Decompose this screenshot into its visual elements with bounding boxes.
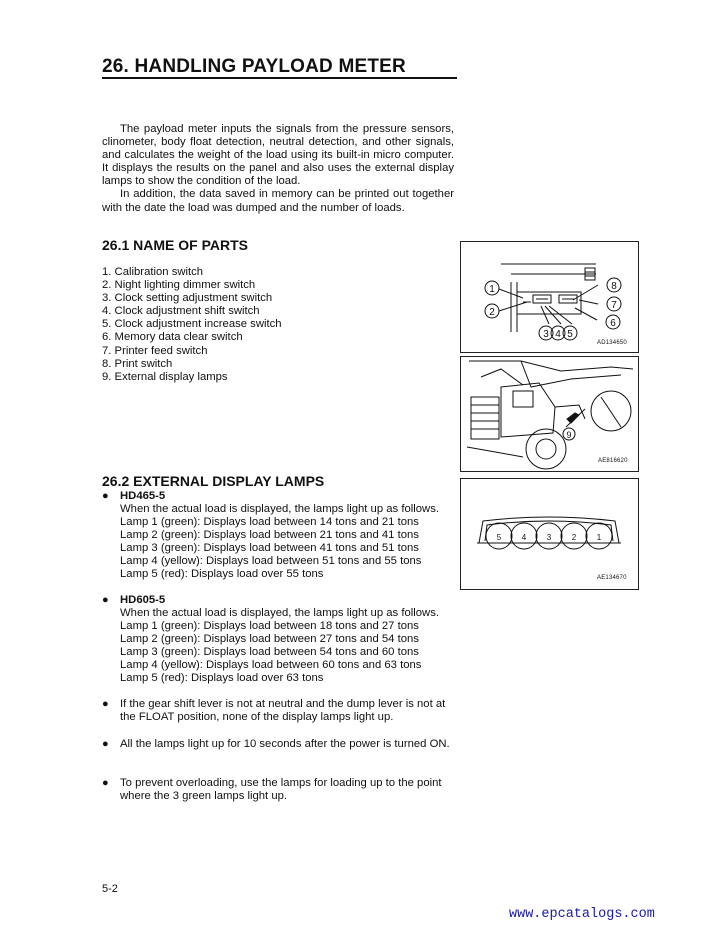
lamp-intro: When the actual load is displayed, the lamps light up as follows. xyxy=(120,607,439,619)
model-heading: HD605-5 xyxy=(120,594,166,606)
title-underline xyxy=(102,77,457,79)
truck-figure xyxy=(460,356,639,472)
parts-list-item: 6. Memory data clear switch xyxy=(102,331,243,344)
callout-label: 2 xyxy=(489,307,495,318)
lamp-label: 3 xyxy=(546,533,552,542)
figure-code: AE816620 xyxy=(598,458,628,464)
section-heading-name-of-parts: 26.1 NAME OF PARTS xyxy=(102,237,248,253)
callout-label: 4 xyxy=(555,329,561,340)
callout-label: 8 xyxy=(611,281,617,292)
note-text: To prevent overloading, use the lamps for loading up to the point where the 3 green lamps light up. xyxy=(120,777,442,802)
lamp-line: Lamp 1 (green): Displays load between 18 tons and 27 tons xyxy=(120,620,419,632)
panel-diagram xyxy=(461,242,638,352)
note-3 xyxy=(102,777,454,803)
note-2 xyxy=(102,738,454,751)
callout-label: 1 xyxy=(489,284,495,295)
lamps-figure xyxy=(460,478,639,590)
lamp-line: Lamp 3 (green): Displays load between 41 tons and 51 tons xyxy=(120,542,419,554)
note-1 xyxy=(102,698,454,724)
lamp-line: Lamp 5 (red): Displays load over 63 tons xyxy=(120,672,324,684)
parts-list-item: 4. Clock adjustment shift switch xyxy=(102,305,260,318)
lamp-label: 4 xyxy=(521,533,527,542)
lamp-line: Lamp 1 (green): Displays load between 14 tons and 21 tons xyxy=(120,516,419,528)
hd465-block xyxy=(102,490,454,581)
model-heading: HD465-5 xyxy=(120,490,166,502)
parts-list xyxy=(102,266,282,384)
callout-label: 9 xyxy=(566,430,572,440)
figure-code: AE134670 xyxy=(597,575,627,581)
page-number: 5-2 xyxy=(102,883,118,895)
lamp-intro: When the actual load is displayed, the lamps light up as follows. xyxy=(120,503,439,515)
note-text: All the lamps light up for 10 seconds after the power is turned ON. xyxy=(120,738,450,750)
lamp-line: Lamp 2 (green): Displays load between 21 tons and 41 tons xyxy=(120,529,419,541)
callout-label: 7 xyxy=(611,300,617,311)
parts-list-item: 9. External display lamps xyxy=(102,370,228,383)
lamp-line: Lamp 4 (yellow): Displays load between 51 tons and 55 tons xyxy=(120,555,422,567)
intro-paragraph-1: The payload meter inputs the signals from the pressure sensors, clinometer, body float detection, neutral detection, and other signals, and calculates the weight of the load using its built-in micro computer. It displays the results on the panel and also uses the external display lamps to show the condition of the load. xyxy=(102,123,454,188)
callout-label: 3 xyxy=(543,329,549,340)
callout-label: 6 xyxy=(610,318,616,329)
truck-diagram xyxy=(461,357,638,471)
note-text: If the gear shift lever is not at neutral and the dump lever is not at the FLOAT position, none of the display lamps light up. xyxy=(120,698,446,723)
callout-label: 5 xyxy=(567,329,573,340)
bullet-icon: ● xyxy=(102,490,109,502)
section-heading-external-display-lamps: 26.2 EXTERNAL DISPLAY LAMPS xyxy=(102,473,325,489)
parts-list-item: 1. Calibration switch xyxy=(102,266,204,278)
intro-text xyxy=(102,123,454,215)
page-title: 26. HANDLING PAYLOAD METER xyxy=(102,56,406,77)
lamp-line: Lamp 5 (red): Displays load over 55 tons xyxy=(120,568,324,580)
bullet-icon: ● xyxy=(102,698,109,710)
bullet-icon: ● xyxy=(102,738,109,750)
lamp-label: 2 xyxy=(571,533,577,542)
parts-list-item: 8. Print switch xyxy=(102,357,173,370)
parts-list-item: 5. Clock adjustment increase switch xyxy=(102,318,282,331)
figure-code: AD134650 xyxy=(597,340,627,346)
lamp-label: 5 xyxy=(496,533,502,542)
parts-list-item: 3. Clock setting adjustment switch xyxy=(102,292,273,305)
bullet-icon: ● xyxy=(102,777,109,789)
bullet-icon: ● xyxy=(102,594,109,606)
parts-list-item: 2. Night lighting dimmer switch xyxy=(102,279,256,292)
hd605-block xyxy=(102,594,454,685)
panel-figure xyxy=(460,241,639,353)
parts-list-item: 7. Printer feed switch xyxy=(102,344,208,357)
lamp-bar-diagram xyxy=(461,479,638,589)
lamp-line: Lamp 4 (yellow): Displays load between 60 tons and 63 tons xyxy=(120,659,422,671)
lamp-line: Lamp 2 (green): Displays load between 27 tons and 54 tons xyxy=(120,633,419,645)
intro-paragraph-2: In addition, the data saved in memory can be printed out together with the date the load was dumped and the number of loads. xyxy=(102,188,454,214)
lamp-line: Lamp 3 (green): Displays load between 54 tons and 60 tons xyxy=(120,646,419,658)
lamp-label: 1 xyxy=(596,533,602,542)
footer-url-link[interactable]: www.epcatalogs.com xyxy=(509,907,655,922)
